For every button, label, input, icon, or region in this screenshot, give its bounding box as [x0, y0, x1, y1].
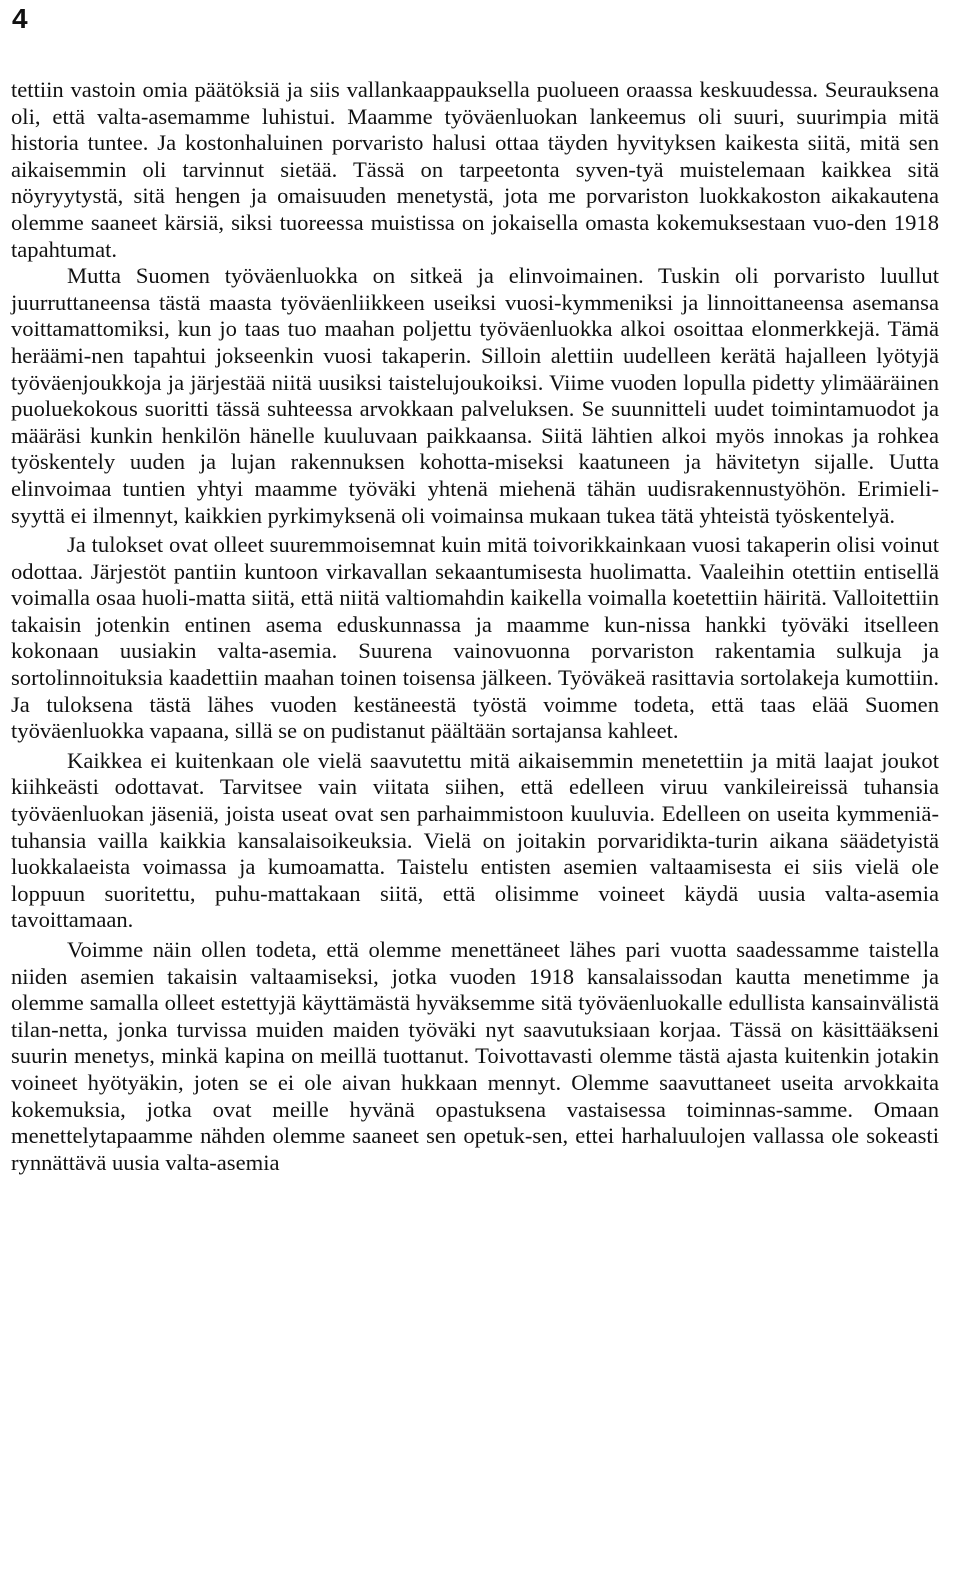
paragraph-1: tettiin vastoin omia päätöksiä ja siis vallankaappauksella puolueen oraassa keskuudessa. Seurauksena oli, että valta-asemamme luhistui. Maamme työväenluokan lankeemus oli suuri, suurimpia mitä historia tuntee. Ja kostonhaluinen porvaristo halusi ottaa täyden hyvityksen kaikesta siitä, mitä sen aikaisemmin oli tarvinnut sietää. Tässä on tarpeetonta syven-tyä muistelemaan kaikkea sitä nöyryytystä, sitä hengen ja omaisuuden menetystä, jota me porvariston luokkakoston aikakautena olemme saaneet kärsiä, siksi tuoreessa muistissa on jokaisella omasta kokemuksestaan vuo-den 1918 tapahtumat. — [11, 77, 939, 262]
paragraph-2: Mutta Suomen työväenluokka on sitkeä ja elinvoimainen. Tuskin oli porvaristo luullut juurruttaneensa tästä maasta työväenliikkeen useiksi vuosi-kymmeniksi ja linnoittaneensa asemansa voittamattomiksi, kun jo taas tuo maahan poljettu työväenluokka alkoi osoittaa elonmerkkejä. Tämä heräämi-nen tapahtui jokseenkin vuosi takaperin. Silloin alettiin uudelleen kerätä hajalleen lyötyjä työväenjoukkoja ja järjestää niitä uusiksi taistelujoukoiksi. Viime vuoden lopulla pidetty ylimääräinen puoluekokous suoritti tässä suhteessa arvokkaan palveluksen. Se suunnitteli uudet toimintamuodot ja määräsi kunkin henkilön hänelle kuuluvaan paikkaansa. Siitä lähtien alkoi myös innokas ja rohkea työskentely uuden ja lujan rakennuksen kohotta-miseksi kaatuneen ja hävitetyn sijalle. Uutta elinvoimaa tuntien yhtyi maamme työväki yhtenä miehenä tähän uudisrakennustyöhön. Erimieli-syyttä ei ilmennyt, kaikkien pyrkimyksenä oli voimainsa mukaan tukea tätä yhteistä työskentelyä. — [11, 263, 939, 528]
paragraph-4: Kaikkea ei kuitenkaan ole vielä saavutettu mitä aikaisemmin menetettiin ja mitä laajat joukot kiihkeästi odottavat. Tarvitsee vain viitata siihen, että edelleen viruu vankileireissä tuhansia työväenluokan jäseniä, joista useat ovat sen parhaimmistoon kuuluvia. Edelleen on useita kymmeniä-tuhansia vailla kaikkia kansalaisoikeuksia. Vielä on joitakin porvaridikta-turin aikana säädetyistä luokkalaeista voimassa ja kumoamatta. Taistelu entisten asemien valtaamisesta ei siis vielä ole loppuun suoritettu, puhu-mattakaan siitä, että olisimme voineet käydä uusia valta-asemia tavoittamaan. — [11, 747, 939, 933]
page-number: 4 — [12, 3, 28, 34]
document-body — [11, 77, 939, 1176]
paragraph-5: Voimme näin ollen todeta, että olemme menettäneet lähes pari vuotta saadessamme taistella niiden asemien takaisin valtaamiseksi, jotka vuoden 1918 kansalaissodan kautta menetimme ja olemme samalla olleet estettyjä käyttämästä hyväksemme sitä työväenluokalle edullista kansainvälistä tilan-netta, jonka turvissa muiden maiden työväki nyt saavutuksiaan korjaa. Tässä on käsittääkseni suurin menetys, minkä kapina on meillä tuottanut. Toivottavasti olemme tästä ajasta kuitenkin jotakin voineet hyötyäkin, joten se ei ole aivan hukkaan mennyt. Olemme saavuttaneet useita arvokkaita kokemuksia, jotka ovat meille hyvänä opastuksena vastaisessa toiminnas-samme. Omaan menettelytapaamme nähden olemme saaneet sen opetuk-sen, ettei harhaluulojen vallassa ole sokeasti rynnättävä uusia valta-asemia — [11, 937, 939, 1175]
paragraph-3: Ja tulokset ovat olleet suuremmoisemnat kuin mitä toivorikkainkaan vuosi takaperin olisi voinut odottaa. Järjestöt pantiin kuntoon virkavallan sekaantumisesta huolimatta. Vaaleihin otettiin entisellä voimalla osaa huoli-matta siitä, että niitä valtiomahdin kaikella voimalla koetettiin häiritä. Valloitettiin takaisin jotenkin entinen asema eduskunnassa ja maamme kun-nissa hankki työväki itselleen kokonaan uusiakin valta-asemia. Suurena vainovuonna porvariston rakentamia sulkuja ja sortolinnoituksia kaadettiin maahan toinen toisensa jälkeen. Työväkeä rasittavia sortolakeja kumottiin. Ja tuloksena tästä lähes vuoden kestäneestä työstä voimme todeta, että taas elää Suomen työväenluokka vapaana, sillä se on pudistanut päältään sortajansa kahleet. — [11, 532, 939, 744]
